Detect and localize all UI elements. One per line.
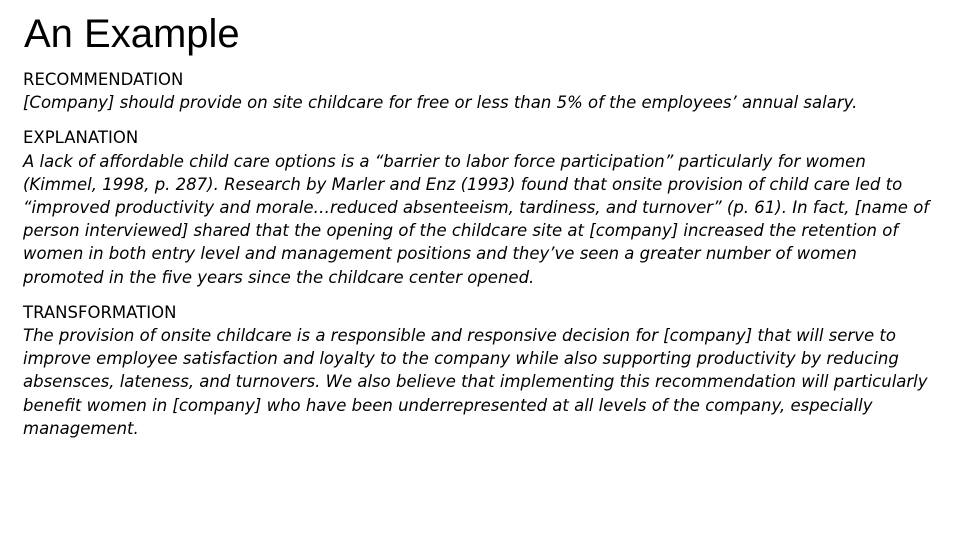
explanation-text: A lack of affordable child care options is a “barrier to labor force participation” particularly for women (Kimmel, 1998, p. 287). Research by Marler and Enz (1993) found that onsite provision of child care led to “improved productivity and morale…reduced absenteeism, tardiness, and turnover” (p. 61). In fact, [name of person interviewed] shared that the opening of the childcare site at [company] increased the retention of women in both entry level and management positions and they’ve seen a greater number of women promoted in the five years since the childcare center opened. [23, 151, 930, 287]
recommendation-heading: RECOMMENDATION [23, 70, 184, 89]
slide-title: An Example [24, 12, 240, 56]
recommendation-section [23, 68, 935, 114]
transformation-text: The provision of onsite childcare is a responsible and responsive decision for [company] that will serve to improve employee satisfaction and loyalty to the company while also supporting productivity by reducing absensces, lateness, and turnovers. We also believe that implementing this recommendation will particularly benefit women in [company] who have been underrepresented at all levels of the company, especially management. [23, 326, 928, 438]
transformation-heading: TRANSFORMATION [23, 302, 177, 322]
transformation-section [23, 301, 935, 440]
recommendation-text: [Company] should provide on site childcare for free or less than 5% of the employees’ annual salary. [23, 93, 858, 113]
slide-content [23, 68, 935, 452]
explanation-section [23, 126, 935, 288]
explanation-heading: EXPLANATION [23, 128, 139, 148]
